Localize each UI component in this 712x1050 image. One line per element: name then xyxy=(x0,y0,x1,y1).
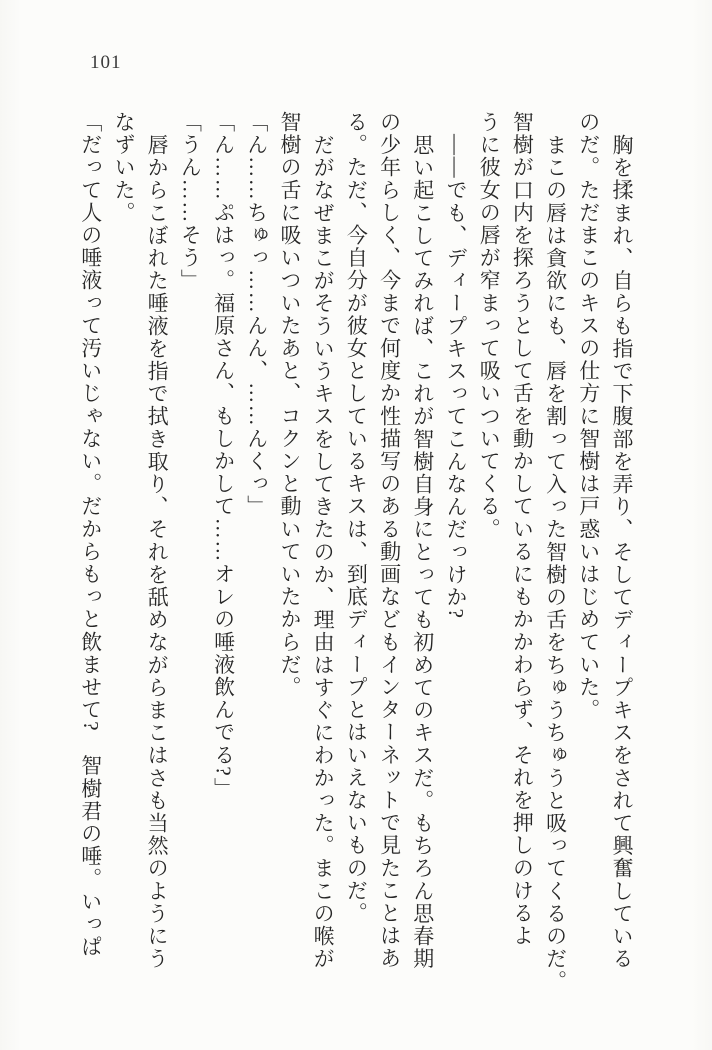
text-line: 智樹が口内を探ろうとして舌を動かしているにもかかわらず、それを押しのけるよ xyxy=(510,111,535,948)
text-line: る。ただ、今自分が彼女としているキスは、到底ディープとはいえないものだ。 xyxy=(344,111,369,925)
text-line: の少年らしく、今まで何度か性描写のある動画などもインターネットで見たことはあ xyxy=(377,111,402,970)
text-line: のだ。ただまこのキスの仕方に智樹は戸惑いはじめていた。 xyxy=(576,111,601,722)
text-line: 「だって人の唾液って汚いじゃない。だからもっと飲ませて? 智樹君の唾。いっぱ xyxy=(78,111,103,959)
text-line: 胸を揉まれ、自らも指で下腹部を弄り、そしてディープキスをされて興奮している xyxy=(610,133,634,970)
text-line: 智樹の舌に吸いついたあと、コクンと動いていたからだ。 xyxy=(277,111,302,699)
text-line: ――でも、ディープキスってこんなんだっけか? xyxy=(443,133,468,620)
text-line: うに彼女の唇が窄まって吸いついてくる。 xyxy=(477,111,502,541)
text-line: 「ん……ちゅっ……んん、……んくっ」 xyxy=(244,111,269,518)
vertical-text-block xyxy=(72,111,638,999)
text-line: 思い起こしてみれば、これが智樹自身にとっても初めてのキスだ。もちろん思春期 xyxy=(410,133,435,970)
page-number: 101 xyxy=(90,52,122,73)
text-line: だがなぜまこがそういうキスをしてきたのか、理由はすぐにわかった。まこの喉が xyxy=(311,133,336,970)
text-line: 「うん……そう」 xyxy=(178,111,203,292)
text-line: なずいた。 xyxy=(111,111,136,224)
text-line: 「ん……ぷはっ。福原さん、もしかして……オレの唾液飲んでる?」 xyxy=(211,111,236,800)
text-line: 唇からこぼれた唾液を指で拭き取り、それを舐めながらまこはさも当然のようにう xyxy=(145,133,170,970)
text-line: まこの唇は貪欲にも、唇を割って入った智樹の舌をちゅうちゅうと吸ってくるのだ。 xyxy=(543,133,568,993)
